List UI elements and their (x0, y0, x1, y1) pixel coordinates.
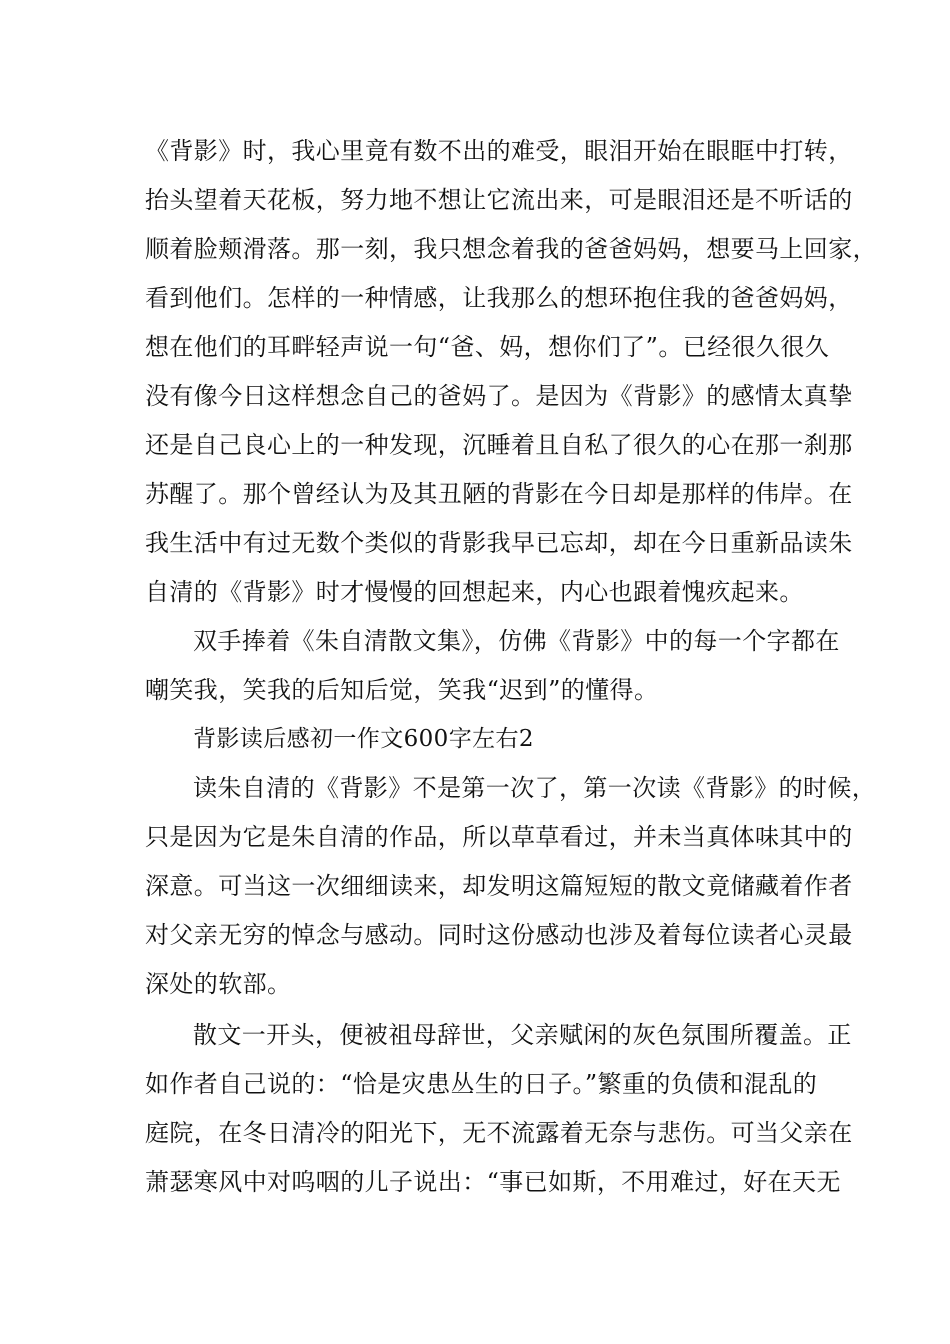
text-line: 如作者自己说的：“恰是灾患丛生的日子。”繁重的负债和混乱的 (145, 1070, 818, 1098)
text-line: 抬头望着天花板，努力地不想让它流出来，可是眼泪还是不听话的 (145, 186, 853, 214)
text-line: 深意。可当这一次细细读来，却发明这篇短短的散文竟储藏着作者 (145, 872, 853, 900)
text-line: 对父亲无穷的悼念与感动。同时这份感动也涉及着每位读者心灵最 (145, 921, 853, 949)
text-line: 想在他们的耳畔轻声说一句“爸、妈，想你们了”。已经很久很久 (145, 333, 830, 361)
text-line: 我生活中有过无数个类似的背影我早已忘却，却在今日重新品读朱 (145, 529, 853, 557)
essay-text (145, 127, 877, 1207)
text-line: 自清的《背影》时才慢慢的回想起来，内心也跟着愧疚起来。 (145, 578, 804, 606)
paragraph-start-line: 散文一开头，便被祖母辞世，父亲赋闲的灰色氛围所覆盖。正 (193, 1021, 852, 1049)
paragraph-start-line: 读朱自清的《背影》不是第一次了，第一次读《背影》的时候， (193, 774, 877, 802)
text-line: 嘲笑我，笑我的后知后觉，笑我“迟到”的懂得。 (145, 676, 659, 704)
text-line: 看到他们。怎样的一种情感，让我那么的想环抱住我的爸爸妈妈， (145, 284, 853, 312)
text-line: 只是因为它是朱自清的作品，所以草草看过，并未当真体味其中的 (145, 823, 853, 851)
text-line: 深处的软部。 (145, 970, 292, 998)
section-heading: 背影读后感初一作文600字左右2 (193, 726, 534, 752)
text-line: 还是自己良心上的一种发现，沉睡着且自私了很久的心在那一刹那 (145, 431, 853, 459)
text-line: 庭院，在冬日清冷的阳光下，无不流露着无奈与悲伤。可当父亲在 (145, 1119, 853, 1147)
paragraph-start-line: 双手捧着《朱自清散文集》，仿佛《背影》中的每一个字都在 (193, 627, 840, 655)
text-line: 《背影》时，我心里竟有数不出的难受，眼泪开始在眼眶中打转， (145, 137, 853, 165)
text-line: 没有像今日这样想念自己的爸妈了。是因为《背影》的感情太真挚 (145, 382, 853, 410)
text-line: 萧瑟寒风中对呜咽的儿子说出：“事已如斯，不用难过，好在天无 (145, 1168, 841, 1196)
text-line: 苏醒了。那个曾经认为及其丑陋的背影在今日却是那样的伟岸。在 (145, 480, 853, 508)
text-line: 顺着脸颊滑落。那一刻，我只想念着我的爸爸妈妈，想要马上回家， (145, 235, 877, 263)
